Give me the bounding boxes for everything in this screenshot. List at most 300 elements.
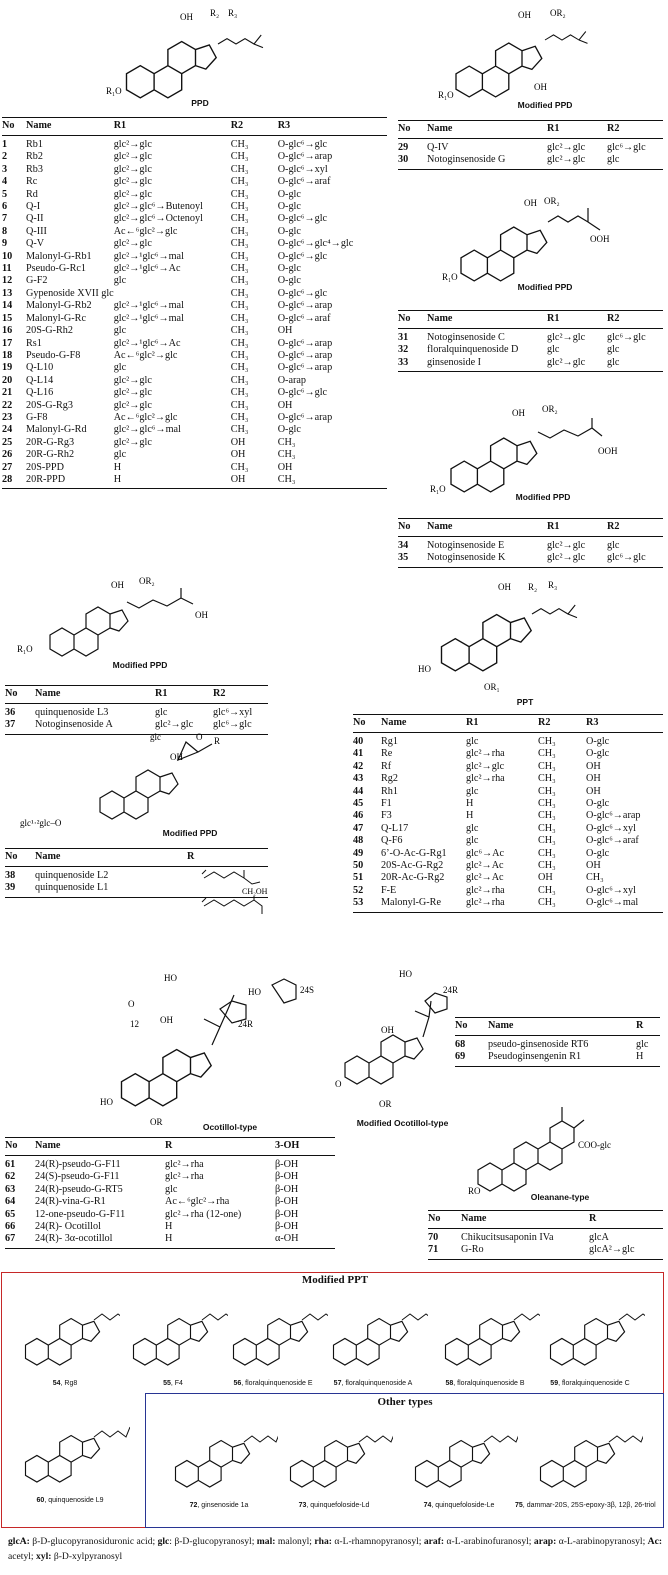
table-cell: glc²→rha (12-one) — [165, 1208, 242, 1220]
table-row — [2, 362, 387, 374]
compound-number: 36 — [5, 707, 16, 718]
table-cell: glc — [547, 344, 560, 356]
col-header: Name — [427, 121, 547, 139]
table-cell: Q-I — [26, 201, 41, 213]
molecule-number: 56 — [233, 1380, 242, 1387]
table-cell: H — [466, 798, 474, 810]
molecule-name: dammar-20S, 25S-epoxy-3β, 12β, 26-triol — [526, 1502, 656, 1509]
table-row — [5, 1171, 335, 1183]
compound-number: 10 — [2, 250, 13, 262]
molecule-number: 58 — [445, 1380, 454, 1387]
abbreviation-key: glcA: — [8, 1536, 30, 1547]
table-cell: CH₃ — [538, 847, 556, 859]
table-cell: CH₃ — [538, 736, 556, 747]
table-row — [2, 424, 387, 436]
molecule-name: F4 — [174, 1380, 183, 1387]
molecule-54 — [10, 1288, 120, 1381]
molecule-number: 75 — [515, 1502, 523, 1509]
modified-ocotillol-table — [455, 1017, 660, 1067]
compound-number: 22 — [2, 399, 13, 411]
table-cell: glc⁶→glc — [607, 552, 663, 567]
molecule-drawing — [525, 1410, 643, 1500]
compound-number: 19 — [2, 362, 13, 374]
abbreviation-value: β-D-xylpyranosyl — [53, 1551, 123, 1562]
table-cell: Notoginsenoside C — [427, 332, 505, 343]
table-cell: glc⁶→glc — [607, 332, 646, 343]
modified-ppt-title: Modified PPT — [301, 1274, 369, 1286]
molecule-drawing — [430, 1288, 540, 1378]
svg-text:R₁O: R₁O — [438, 90, 454, 100]
table-cell: O-glc⁶→glc — [277, 387, 328, 399]
molecule-number: 59 — [550, 1380, 559, 1387]
svg-text:OOH: OOH — [590, 234, 610, 244]
svg-text:OH: OH — [180, 12, 193, 22]
compound-number: 21 — [2, 387, 13, 399]
ocotillol-caption: Ocotillol-type — [202, 1122, 258, 1132]
table-cell: Notoginsenoside A — [35, 719, 155, 734]
molecule-number: 73 — [298, 1502, 307, 1509]
table-cell: O-glc⁶→arap — [277, 300, 333, 312]
svg-text:OR₂: OR₂ — [544, 196, 560, 206]
table-cell: ginsenoside I — [427, 357, 547, 372]
compound-number: 3 — [2, 163, 8, 175]
col-header: No — [455, 1018, 488, 1036]
col-header: R — [165, 1138, 275, 1156]
table-cell: 20R-Ac-G-Rg2 — [381, 872, 445, 884]
svg-text:24R: 24R — [238, 1019, 254, 1029]
table-row — [2, 238, 387, 250]
col-header: R — [636, 1018, 660, 1036]
table-cell: O-glc⁶→arap — [277, 151, 333, 163]
compound-number: 62 — [5, 1171, 16, 1183]
other-types-title: Other types — [377, 1396, 433, 1408]
table-cell: Rc — [26, 176, 38, 188]
svg-text:OH: OH — [111, 580, 124, 590]
svg-text:CH₂OH: CH₂OH — [242, 887, 268, 896]
table-row — [428, 1244, 663, 1259]
table-cell: glc²→glc — [113, 151, 152, 163]
table-row — [353, 761, 663, 773]
table-cell: H — [165, 1221, 173, 1233]
table-cell: H — [165, 1233, 275, 1248]
col-header: Name — [35, 686, 155, 704]
svg-text:R₁O: R₁O — [17, 644, 33, 654]
table-row — [2, 325, 387, 337]
col-header: No — [5, 686, 35, 704]
molecule-60 — [10, 1405, 130, 1498]
abbreviation-key: mal: — [256, 1536, 276, 1547]
molecule-drawing — [118, 1288, 228, 1378]
table-29-30 — [398, 120, 663, 170]
table-cell: glcA — [589, 1232, 609, 1243]
table-cell: Rs1 — [26, 337, 42, 349]
table-cell: 24(R)- 3α-ocotillol — [35, 1233, 165, 1248]
table-cell: Q-L10 — [26, 362, 54, 374]
abbreviation-key: arap: — [533, 1536, 557, 1547]
table-cell: CH₃ — [230, 275, 249, 287]
table-cell: glc²→glc — [113, 399, 152, 411]
molecule-59 — [535, 1288, 645, 1381]
table-cell: F1 — [381, 798, 392, 810]
table-cell: Ac←⁶glc²→glc — [113, 225, 178, 237]
table-row — [2, 375, 387, 387]
table-cell: glc⁶→xyl — [213, 707, 253, 718]
table-cell: CH₃ — [230, 176, 249, 188]
table-cell: O-glc⁶→arap — [277, 362, 333, 374]
table-cell: β-OH — [275, 1171, 299, 1183]
compound-number: 68 — [455, 1039, 466, 1050]
compound-number: 33 — [398, 357, 427, 372]
table-cell: Q-II — [26, 213, 44, 225]
molecule-caption — [308, 1380, 438, 1387]
table-row — [5, 1209, 335, 1221]
molecule-caption — [515, 1502, 656, 1509]
table-cell: glc²→glc — [113, 188, 152, 200]
table-cell: CH₃ — [538, 860, 556, 872]
molecule-55 — [118, 1288, 228, 1381]
compound-number: 41 — [353, 748, 364, 760]
svg-text:OH: OH — [381, 1025, 394, 1035]
molecule-name: floralquinquenoside B — [457, 1380, 525, 1387]
table-cell: O-glc⁶→araf — [277, 312, 331, 324]
table-row — [2, 176, 387, 188]
table-cell: glc⁶→glc — [213, 719, 268, 734]
table-row — [353, 810, 663, 822]
molecule-number: 55 — [163, 1380, 171, 1387]
table-cell: F-E — [381, 884, 397, 896]
table-cell: CH₃ — [538, 748, 556, 760]
table-cell: Rf — [381, 760, 392, 772]
table-cell: CH₃ — [538, 884, 556, 896]
compound-number: 9 — [2, 238, 8, 250]
ppd-structure — [100, 2, 300, 112]
table-row — [2, 300, 387, 312]
table-cell: 24(R)- Ocotillol — [35, 1221, 101, 1233]
svg-text:R: R — [214, 736, 221, 746]
compound-number: 71 — [428, 1244, 461, 1259]
col-header: Name — [488, 1018, 636, 1036]
svg-text:OR₂: OR₂ — [139, 576, 155, 586]
table-cell: CH₃ — [230, 424, 249, 436]
abbreviation-value: : β-D-glucopyranosyl; — [169, 1536, 255, 1547]
table-cell: glc²→glc — [547, 154, 607, 169]
table-cell: Malonyl-G-Re — [381, 897, 466, 912]
svg-text:R₁O: R₁O — [430, 484, 446, 494]
modified-ocotillol-caption: Modified Ocotillol-type — [356, 1118, 449, 1128]
table-cell: glc²→¹glc⁶→Ac — [113, 263, 181, 275]
table-cell: CH₃ — [230, 201, 249, 213]
molecule-75 — [525, 1410, 643, 1503]
compound-number: 26 — [2, 449, 13, 461]
table-row — [353, 798, 663, 810]
table-cell: Q-V — [26, 238, 45, 250]
table-cell: O-glc — [586, 847, 610, 859]
table-cell: F3 — [381, 810, 392, 822]
compound-number: 14 — [2, 300, 13, 312]
table-cell: O-glc⁶→glc — [277, 287, 328, 299]
col-header: R2 — [213, 686, 268, 704]
col-header: R1 — [547, 121, 607, 139]
compound-number: 29 — [398, 142, 409, 153]
table-cell: O-glc — [277, 201, 301, 213]
table-cell: Q-F6 — [381, 835, 403, 847]
table-cell: G-F2 — [26, 275, 48, 287]
molecule-caption — [265, 1502, 403, 1509]
table-row — [2, 387, 387, 399]
abbreviation-key: rha: — [314, 1536, 332, 1547]
abbreviation-key: glc — [157, 1536, 170, 1547]
table-cell: CH₃ — [230, 300, 249, 312]
table-row — [2, 474, 387, 489]
compound-number: 17 — [2, 337, 13, 349]
table-cell: 24(R)-vina-G-R1 — [35, 1196, 106, 1208]
col-header: R2 — [231, 118, 278, 136]
molecule-name: Rg8 — [64, 1380, 78, 1387]
table-cell: glc²→rha — [165, 1159, 204, 1170]
table-cell: α-OH — [275, 1233, 335, 1248]
table-row — [5, 704, 268, 720]
svg-text:HO: HO — [164, 973, 177, 983]
compound-number: 66 — [5, 1221, 16, 1233]
table-cell: Rb1 — [26, 139, 43, 150]
molecule-drawing — [400, 1410, 518, 1500]
table-cell: O-glc⁶→araf — [277, 176, 331, 188]
table-cell: glc²→glc — [113, 176, 152, 188]
compound-number: 61 — [5, 1159, 16, 1170]
table-cell: glc⁶→glc — [607, 142, 646, 153]
table-cell: glc — [466, 785, 479, 797]
table-cell: glc²→¹glc⁶→mal — [113, 250, 184, 262]
svg-text:O: O — [335, 1079, 342, 1089]
compound-number: 53 — [353, 897, 381, 912]
compound-number: 51 — [353, 872, 364, 884]
compound-number: 67 — [5, 1233, 35, 1248]
col-header: R3 — [278, 118, 387, 136]
table-cell: glc — [466, 835, 479, 847]
col-header: No — [398, 311, 427, 329]
table-cell: glc²→glc — [113, 139, 152, 150]
table-cell: glc — [113, 449, 127, 461]
table-cell: CH₃ — [230, 213, 249, 225]
table-row — [2, 350, 387, 362]
table-cell: CH₃ — [230, 349, 249, 361]
table-row — [5, 1233, 335, 1248]
compound-number: 30 — [398, 154, 427, 169]
table-cell: CH₃ — [230, 225, 249, 237]
table-cell: OH — [230, 449, 246, 461]
col-header: No — [428, 1211, 461, 1229]
table-cell: O-glc⁶→xyl — [586, 822, 636, 834]
col-header: R1 — [155, 686, 213, 704]
table-cell: CH₃ — [230, 325, 249, 337]
oleanane-table — [428, 1210, 663, 1260]
table-cell: CH₃ — [230, 411, 249, 423]
compound-number: 69 — [455, 1051, 488, 1066]
svg-text:24R: 24R — [443, 985, 459, 995]
molecule-caption — [525, 1380, 655, 1387]
table-row — [2, 338, 387, 350]
col-header: R1 — [547, 311, 607, 329]
molecule-number: 72 — [189, 1502, 198, 1509]
col-header: R2 — [607, 311, 663, 329]
table-cell: glc²→glc — [113, 436, 152, 448]
table-cell: CH₃ — [277, 436, 296, 448]
svg-text:OH: OH — [512, 408, 525, 418]
compound-number: 20 — [2, 374, 13, 386]
table-cell: glc²→glc — [547, 357, 607, 372]
table-cell: Pseudoginsengenin R1 — [488, 1051, 636, 1066]
table-cell: O-glc — [277, 225, 301, 237]
table-row — [2, 275, 387, 287]
table-row — [2, 136, 387, 152]
table-cell: 6’-O-Ac-G-Rg1 — [381, 847, 447, 859]
table-cell: Notoginsenoside E — [427, 540, 505, 551]
table-cell: β-OH — [275, 1159, 299, 1170]
table-cell: OH — [586, 860, 601, 872]
table-row — [2, 412, 387, 424]
ocotillol-table — [5, 1137, 335, 1249]
abbreviation-value: α-L-arabinofuranosyl; — [446, 1536, 532, 1547]
table-cell: glc²→glc — [113, 163, 152, 175]
table-cell: CH₃ — [230, 337, 249, 349]
table-cell: 20S-G-Rg3 — [26, 399, 73, 411]
table-row — [353, 897, 663, 912]
table-cell: β-OH — [275, 1208, 299, 1220]
col-header: R1 — [466, 715, 538, 733]
table-cell: OH — [277, 461, 293, 473]
compound-number: 28 — [2, 474, 26, 489]
molecule-drawing — [218, 1288, 328, 1378]
col-header: No — [2, 118, 26, 136]
svg-text:OH: OH — [195, 610, 208, 620]
table-cell: CH₃ — [538, 897, 586, 912]
table-cell: 24(S)-pseudo-G-F11 — [35, 1171, 120, 1183]
table-cell: OH — [538, 872, 553, 884]
caption-separator: , — [44, 1497, 49, 1504]
svg-text:R₂: R₂ — [528, 582, 538, 592]
molecule-58 — [430, 1288, 540, 1381]
compound-number: 6 — [2, 201, 8, 213]
table-cell: O-glc — [277, 424, 301, 436]
table-cell: CH₃ — [230, 312, 249, 324]
col-header: No — [353, 715, 381, 733]
table-cell: glc²→¹glc⁶→mal — [113, 300, 184, 312]
table-cell: OH — [230, 436, 246, 448]
table-row — [5, 1221, 335, 1233]
table-cell: glc²→glc — [466, 760, 505, 772]
table-row — [398, 552, 663, 567]
abbreviation-value: β-D-glucopyranosiduronic acid; — [32, 1536, 156, 1547]
table-cell: glc²→glc — [113, 387, 152, 399]
table-row — [2, 288, 387, 300]
ppt-table — [353, 714, 663, 913]
table-cell: 24(R)-pseudo-G-RT5 — [35, 1183, 123, 1195]
abbreviation-key: araf: — [423, 1536, 445, 1547]
col-header: Name — [26, 118, 114, 136]
modified-ppd-structure-3 — [430, 400, 650, 505]
table-cell: Notoginsenoside K — [427, 552, 547, 567]
table-row — [353, 872, 663, 884]
table-cell: CH₃ — [230, 163, 249, 175]
table-cell: O-glc⁶→mal — [586, 897, 663, 912]
table-row — [353, 835, 663, 847]
col-header: R1 — [114, 118, 231, 136]
modified-ppd-caption-2: Modified PPD — [517, 282, 573, 292]
table-row — [353, 773, 663, 785]
svg-text:R₃: R₃ — [228, 8, 238, 18]
compound-number: 49 — [353, 847, 364, 859]
table-cell: Rg1 — [381, 736, 398, 747]
abbreviation-value: α-L-rhamnopyranosyl; — [334, 1536, 422, 1547]
molecule-drawing — [10, 1405, 130, 1495]
molecule-drawing — [318, 1288, 428, 1378]
table-cell — [114, 288, 231, 300]
table-cell: CH₃ — [230, 399, 249, 411]
table-row — [455, 1051, 660, 1066]
svg-text:HO: HO — [418, 664, 431, 674]
compound-number: 13 — [2, 287, 13, 299]
table-cell: Notoginsenoside G — [427, 154, 547, 169]
svg-text:OR: OR — [379, 1099, 392, 1109]
svg-text:OR₁: OR₁ — [484, 682, 500, 692]
table-cell: CH₃ — [586, 872, 604, 884]
ppt-caption: PPT — [516, 697, 534, 707]
table-cell: CH₃ — [538, 822, 556, 834]
molecule-name: floralquinquenoside A — [345, 1380, 413, 1387]
svg-text:OR₂: OR₂ — [542, 404, 558, 414]
table-cell: glcA²→glc — [589, 1244, 663, 1259]
abbreviation-value: acetyl; — [8, 1551, 34, 1562]
table-cell: glc²→Ac — [466, 872, 504, 884]
table-cell: glc²→glc — [547, 540, 586, 551]
table-cell: CH₃ — [538, 835, 556, 847]
abbreviation-key: xyl: — [35, 1551, 52, 1562]
table-cell: β-OH — [275, 1221, 299, 1233]
ppd-caption: PPD — [191, 98, 209, 108]
col-header: 3-OH — [275, 1138, 335, 1156]
svg-text:R₃: R₃ — [548, 580, 558, 590]
table-cell: glc²→rha — [165, 1171, 204, 1183]
table-cell: Rb2 — [26, 151, 43, 163]
table-cell: G-Ro — [461, 1244, 589, 1259]
molecule-73 — [275, 1410, 393, 1503]
table-cell: CH₃ — [230, 374, 249, 386]
table-cell: glc — [113, 362, 127, 374]
table-cell: glc — [113, 275, 127, 287]
compound-number: 16 — [2, 325, 13, 337]
table-cell: O-glc⁶→glc⁴→glc — [277, 238, 354, 250]
molecule-number: 74 — [423, 1502, 432, 1509]
table-cell: H — [466, 810, 474, 822]
compound-number: 38 — [5, 870, 16, 881]
table-cell: glc²→rha — [466, 773, 505, 785]
molecule-name: quinquefoloside-Ld — [310, 1502, 370, 1509]
compound-number: 50 — [353, 860, 364, 872]
table-cell: glc — [607, 540, 620, 551]
compound-number: 8 — [2, 225, 8, 237]
table-row — [353, 848, 663, 860]
table-cell: OH — [586, 760, 601, 772]
table-cell: O-arap — [277, 374, 306, 386]
caption-separator: , — [197, 1502, 202, 1509]
table-cell: 20S-G-Rh2 — [26, 325, 73, 337]
table-row — [2, 251, 387, 263]
table-row — [398, 357, 663, 372]
compound-number: 45 — [353, 798, 364, 810]
table-cell: OH — [586, 773, 601, 785]
col-header: No — [5, 1138, 35, 1156]
caption-separator: , — [170, 1380, 175, 1387]
